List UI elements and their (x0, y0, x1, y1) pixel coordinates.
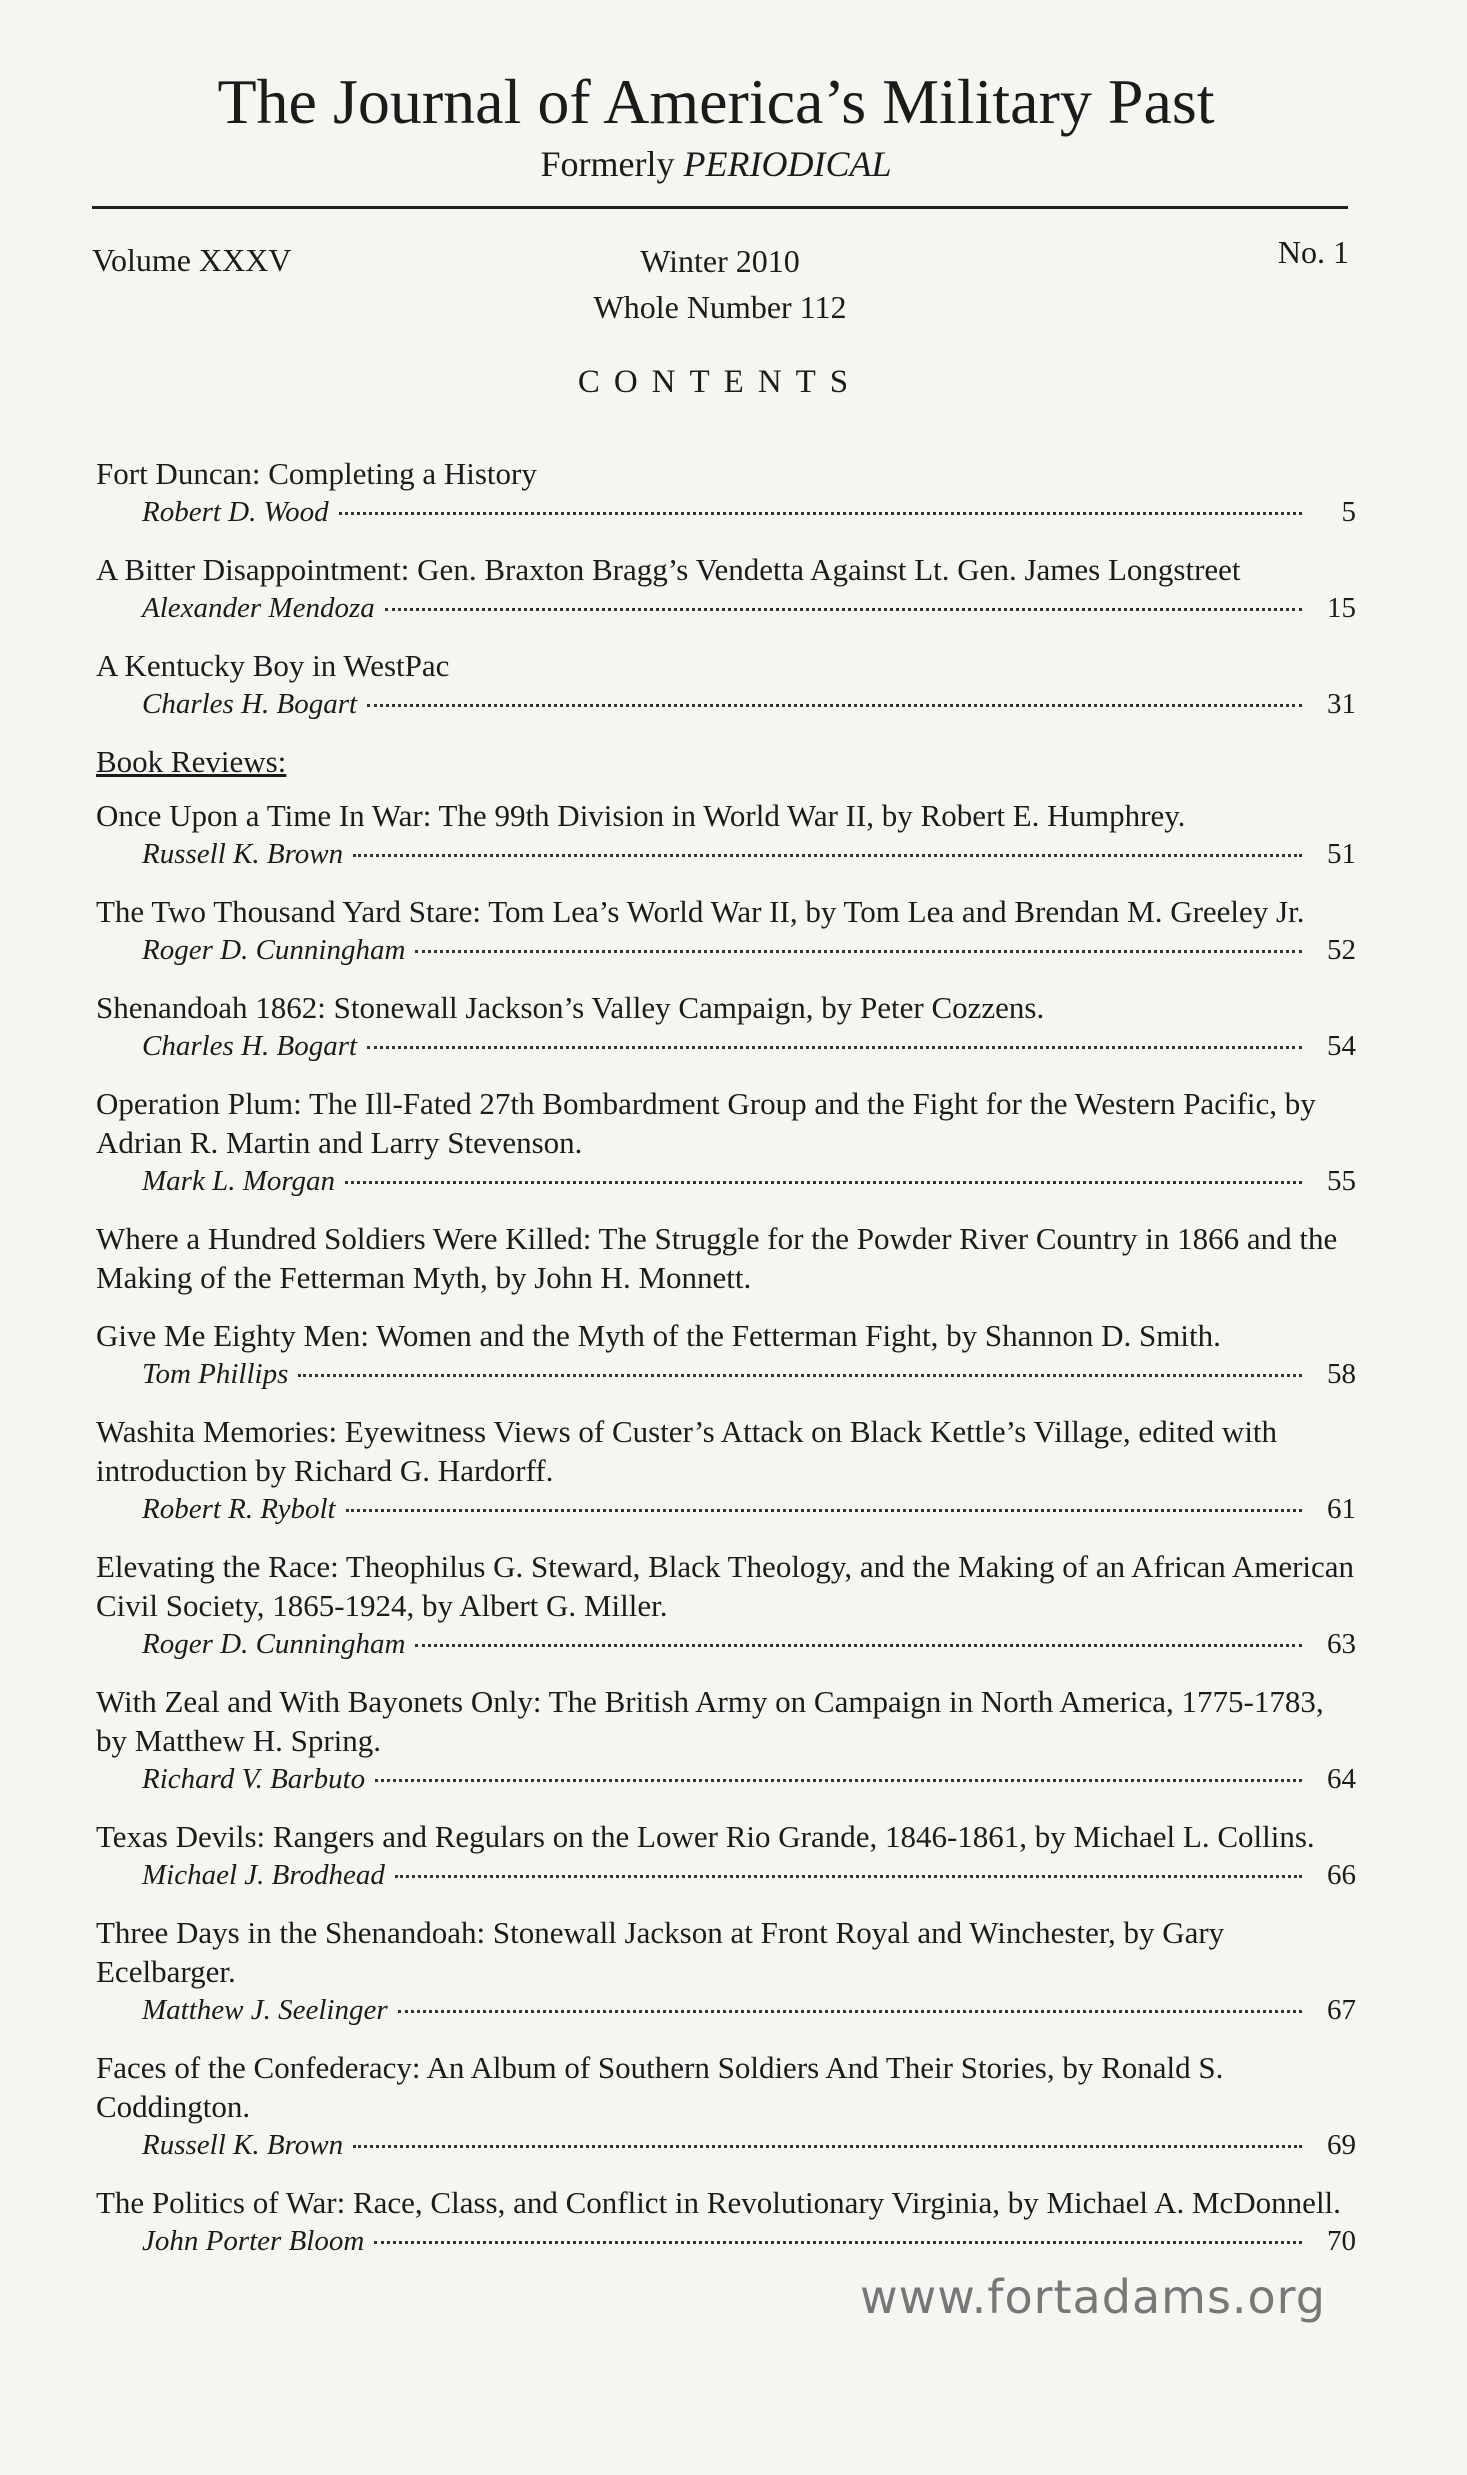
issue-number: No. 1 (1277, 234, 1349, 270)
entry-author-row (96, 493, 1356, 531)
toc-entry (96, 1682, 1356, 1798)
entry-author: Matthew J. Seelinger (142, 1994, 388, 2026)
entry-page-number: 51 (1327, 838, 1356, 870)
entry-page-number: 5 (1341, 496, 1356, 528)
entry-author-row (96, 2126, 1356, 2164)
issue-season: Winter 2010 (640, 243, 800, 279)
entry-author-row (96, 1625, 1356, 1663)
dot-leader (415, 950, 1302, 953)
book-reviews-label: Book Reviews: (96, 744, 287, 779)
subtitle-prefix: Formerly (540, 144, 675, 184)
entry-author: Russell K. Brown (142, 2129, 344, 2161)
entry-title: Operation Plum: The Ill-Fated 27th Bombardment Group and the Fight for the Western Pacific, by Adrian R. Martin and Larry Stevenson. (96, 1086, 1316, 1160)
toc-entry (96, 988, 1356, 1065)
entry-author-row (96, 2222, 1356, 2260)
entry-title: A Kentucky Boy in WestPac (96, 648, 450, 683)
header-rule (92, 206, 1348, 209)
dot-leader (339, 512, 1302, 515)
toc-entry (96, 1817, 1356, 1894)
entry-author-row (96, 931, 1356, 969)
toc-entry (96, 1219, 1356, 1297)
dot-leader (374, 2241, 1302, 2244)
entry-author: Robert R. Rybolt (142, 1493, 336, 1525)
watermark-text: www.fortadams.org (860, 2270, 1326, 2324)
entry-title: Give Me Eighty Men: Women and the Myth of the Fetterman Fight, by Shannon D. Smith. (96, 1318, 1221, 1353)
toc-entry (96, 796, 1356, 873)
entry-author-row (96, 1027, 1356, 1065)
entry-page-number: 15 (1327, 592, 1356, 624)
table-of-contents (96, 454, 1356, 2279)
toc-entry (96, 1913, 1356, 2029)
toc-entry (96, 2048, 1356, 2164)
entry-title: Texas Devils: Rangers and Regulars on the Lower Rio Grande, 1846-1861, by Michael L. Collins. (96, 1819, 1315, 1854)
entry-title: The Two Thousand Yard Stare: Tom Lea’s World War II, by Tom Lea and Brendan M. Greeley Jr. (96, 894, 1305, 929)
volume-label: Volume XXXV (92, 242, 292, 278)
entry-author-row (96, 1162, 1356, 1200)
entry-title: Where a Hundred Soldiers Were Killed: The Struggle for the Powder River Country in 1866 and the Making of the Fetterman Myth, by John H. Monnett. (96, 1221, 1338, 1295)
entry-author: Alexander Mendoza (142, 592, 375, 624)
toc-entry (96, 646, 1356, 723)
toc-entry (96, 1316, 1356, 1393)
entry-page-number: 70 (1327, 2225, 1356, 2257)
entry-author: Mark L. Morgan (142, 1165, 336, 1197)
dot-leader (375, 1779, 1302, 1782)
dot-leader (346, 1509, 1302, 1512)
entry-page-number: 63 (1327, 1628, 1356, 1660)
entry-author-row (96, 1355, 1356, 1393)
entry-title: A Bitter Disappointment: Gen. Braxton Bragg’s Vendetta Against Lt. Gen. James Longstreet (96, 552, 1241, 587)
entry-author: Roger D. Cunningham (142, 1628, 406, 1660)
entry-title: Once Upon a Time In War: The 99th Division in World War II, by Robert E. Humphrey. (96, 798, 1186, 833)
entry-author-row (96, 1760, 1356, 1798)
entry-title: With Zeal and With Bayonets Only: The British Army on Campaign in North America, 1775-1783, by Matthew H. Spring. (96, 1684, 1324, 1758)
entry-author: John Porter Bloom (142, 2225, 365, 2257)
toc-entry (96, 1547, 1356, 1663)
entry-title: Washita Memories: Eyewitness Views of Custer’s Attack on Black Kettle’s Village, edited with introduction by Richard G. Hardorff. (96, 1414, 1278, 1488)
contents-heading: CONTENTS (577, 364, 863, 400)
entry-page-number: 67 (1327, 1994, 1356, 2026)
toc-entry (96, 550, 1356, 627)
issue-whole-number: Whole Number 112 (593, 289, 847, 325)
entry-page-number: 69 (1327, 2129, 1356, 2161)
dot-leader (298, 1374, 1302, 1377)
dot-leader (353, 854, 1302, 857)
toc-entry (96, 892, 1356, 969)
entry-page-number: 54 (1327, 1030, 1356, 1062)
entry-page-number: 55 (1327, 1165, 1356, 1197)
dot-leader (385, 608, 1302, 611)
toc-entry (96, 1412, 1356, 1528)
entry-title: Shenandoah 1862: Stonewall Jackson’s Valley Campaign, by Peter Cozzens. (96, 990, 1045, 1025)
dot-leader (345, 1181, 1302, 1184)
toc-entry (96, 2183, 1356, 2260)
dot-leader (367, 704, 1302, 707)
entry-title: Faces of the Confederacy: An Album of Southern Soldiers And Their Stories, by Ronald S. Coddington. (96, 2050, 1224, 2124)
toc-entry (96, 1084, 1356, 1200)
entry-page-number: 52 (1327, 934, 1356, 966)
entry-author: Roger D. Cunningham (142, 934, 406, 966)
entry-author: Michael J. Brodhead (142, 1859, 385, 1891)
dot-leader (398, 2010, 1302, 2013)
entry-page-number: 31 (1327, 688, 1356, 720)
entry-page-number: 58 (1327, 1358, 1356, 1390)
entry-title: The Politics of War: Race, Class, and Conflict in Revolutionary Virginia, by Michael A. McDonnell. (96, 2185, 1341, 2220)
dot-leader (367, 1046, 1302, 1049)
entry-page-number: 64 (1327, 1763, 1356, 1795)
toc-entry (96, 454, 1356, 531)
dot-leader (415, 1644, 1302, 1647)
entry-author-row (96, 685, 1356, 723)
entry-author-row (96, 835, 1356, 873)
entry-title: Fort Duncan: Completing a History (96, 456, 537, 491)
subtitle-italic: PERIODICAL (683, 144, 892, 184)
entry-author-row (96, 589, 1356, 627)
entry-author-row (96, 1856, 1356, 1894)
entry-page-number: 61 (1327, 1493, 1356, 1525)
entry-author: Tom Phillips (142, 1358, 289, 1390)
entry-author: Charles H. Bogart (142, 1030, 358, 1062)
entry-author-row (96, 1490, 1356, 1528)
entry-title: Three Days in the Shenandoah: Stonewall Jackson at Front Royal and Winchester, by Gary Ecelbarger. (96, 1915, 1225, 1989)
dot-leader (395, 1875, 1302, 1878)
entry-author: Robert D. Wood (142, 496, 329, 528)
entry-author: Russell K. Brown (142, 838, 344, 870)
journal-subtitle (0, 143, 1432, 185)
issue-center-block (460, 238, 980, 330)
entry-author: Charles H. Bogart (142, 688, 358, 720)
journal-title: The Journal of America’s Military Past (217, 66, 1215, 137)
entry-title: Elevating the Race: Theophilus G. Steward, Black Theology, and the Making of an African American Civil Society, 1865-1924, by Albert G. Miller. (96, 1549, 1355, 1623)
entry-author: Richard V. Barbuto (142, 1763, 366, 1795)
entry-page-number: 66 (1327, 1859, 1356, 1891)
dot-leader (353, 2145, 1302, 2148)
entry-author-row (96, 1991, 1356, 2029)
